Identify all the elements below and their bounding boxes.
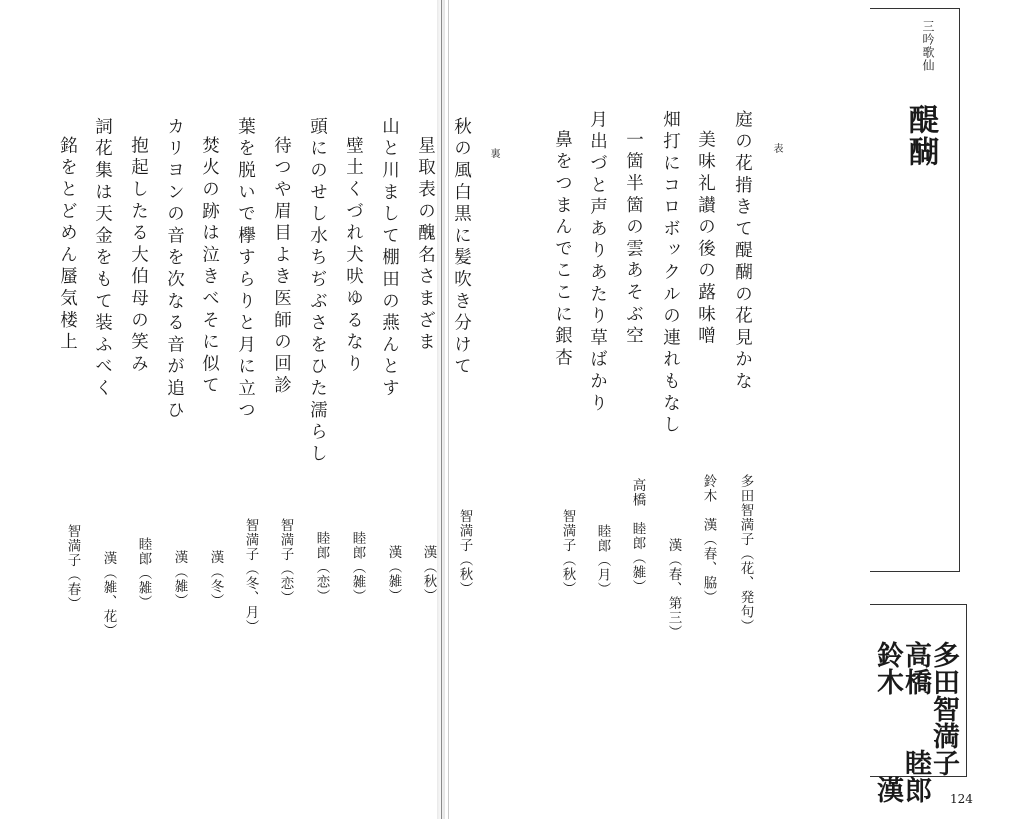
poet-attribution: 智満子（冬、月）	[242, 518, 259, 634]
poet-attribution: 睦郎（恋）	[313, 531, 330, 604]
section-label-omote: 表	[771, 143, 782, 153]
poet-attribution: 多田智満子（花、発句）	[737, 474, 754, 634]
poet-attribution: 漢（秋）	[420, 545, 437, 603]
verse-line: 一箇半箇の雲あそぶ空	[623, 130, 644, 348]
verse-line: 詞花集は天金をもて装ふべく	[92, 117, 113, 401]
title-frame	[870, 8, 960, 572]
poet-attribution: 漢（雑、花）	[100, 551, 117, 638]
poet-attribution: 睦郎（雑）	[349, 531, 366, 604]
verse-line: 畑打にコロボックルの連れもなし	[660, 110, 681, 437]
author-name: 鈴木 漢	[872, 641, 903, 803]
verse-line: 抱起したる大伯母の笑み	[128, 136, 149, 376]
author-name: 多田智満子	[928, 641, 959, 776]
poet-attribution: 智満子（秋）	[559, 509, 576, 596]
verse-line: 葉を脱いで欅すらりと月に立つ	[235, 117, 256, 423]
poem-title: 醍醐	[903, 104, 938, 168]
poet-attribution: 鈴木 漢（春、脇）	[700, 474, 717, 605]
poet-attribution: 漢（春、第三）	[665, 538, 682, 640]
poet-attribution: 高橋 睦郎（雑）	[629, 478, 646, 594]
verse-line: 待つや眉目よき医師の回診	[271, 136, 292, 398]
verse-line: 銘をとどめん蜃気楼上	[57, 136, 78, 354]
section-label-ura: 裏	[488, 148, 499, 158]
gutter-line	[441, 0, 442, 819]
page-number: 124	[950, 792, 973, 806]
verse-line: 鼻をつまんでここに銀杏	[552, 130, 573, 370]
poet-attribution: 漢（雑）	[171, 550, 188, 608]
verse-line: 星取表の醜名さまざま	[415, 136, 436, 354]
verse-line: 美味礼讃の後の蕗味噌	[695, 130, 716, 348]
verse-line: 月出づと声ありあたり草ばかり	[587, 110, 608, 416]
poet-attribution: 漢（冬）	[207, 550, 224, 608]
series-label: 三吟歌仙	[921, 20, 935, 72]
poet-attribution: 睦郎（月）	[594, 524, 611, 597]
poet-attribution: 智満子（恋）	[277, 518, 294, 605]
verse-line: 焚火の跡は泣きべそに似て	[199, 136, 220, 398]
verse-line: カリヨンの音を次なる音が追ひ	[164, 117, 185, 423]
poet-attribution: 睦郎（雑）	[135, 537, 152, 610]
poet-attribution: 漢（雑）	[385, 545, 402, 603]
verse-line: 秋の風白黒に髪吹き分けて	[451, 117, 472, 379]
author-name: 高橋 睦郎	[900, 641, 931, 803]
verse-line: 壁土くづれ犬吠ゆるなり	[343, 136, 364, 376]
poet-attribution: 智満子（春）	[64, 524, 81, 611]
verse-line: 庭の花掯きて醍醐の花見かな	[732, 110, 753, 394]
fold-line	[448, 0, 449, 819]
poet-attribution: 智満子（秋）	[456, 509, 473, 596]
verse-line: 山と川まして棚田の燕んとす	[379, 117, 400, 401]
verse-line: 頭にのせし水ちぢぶさをひた濡らし	[307, 117, 328, 466]
